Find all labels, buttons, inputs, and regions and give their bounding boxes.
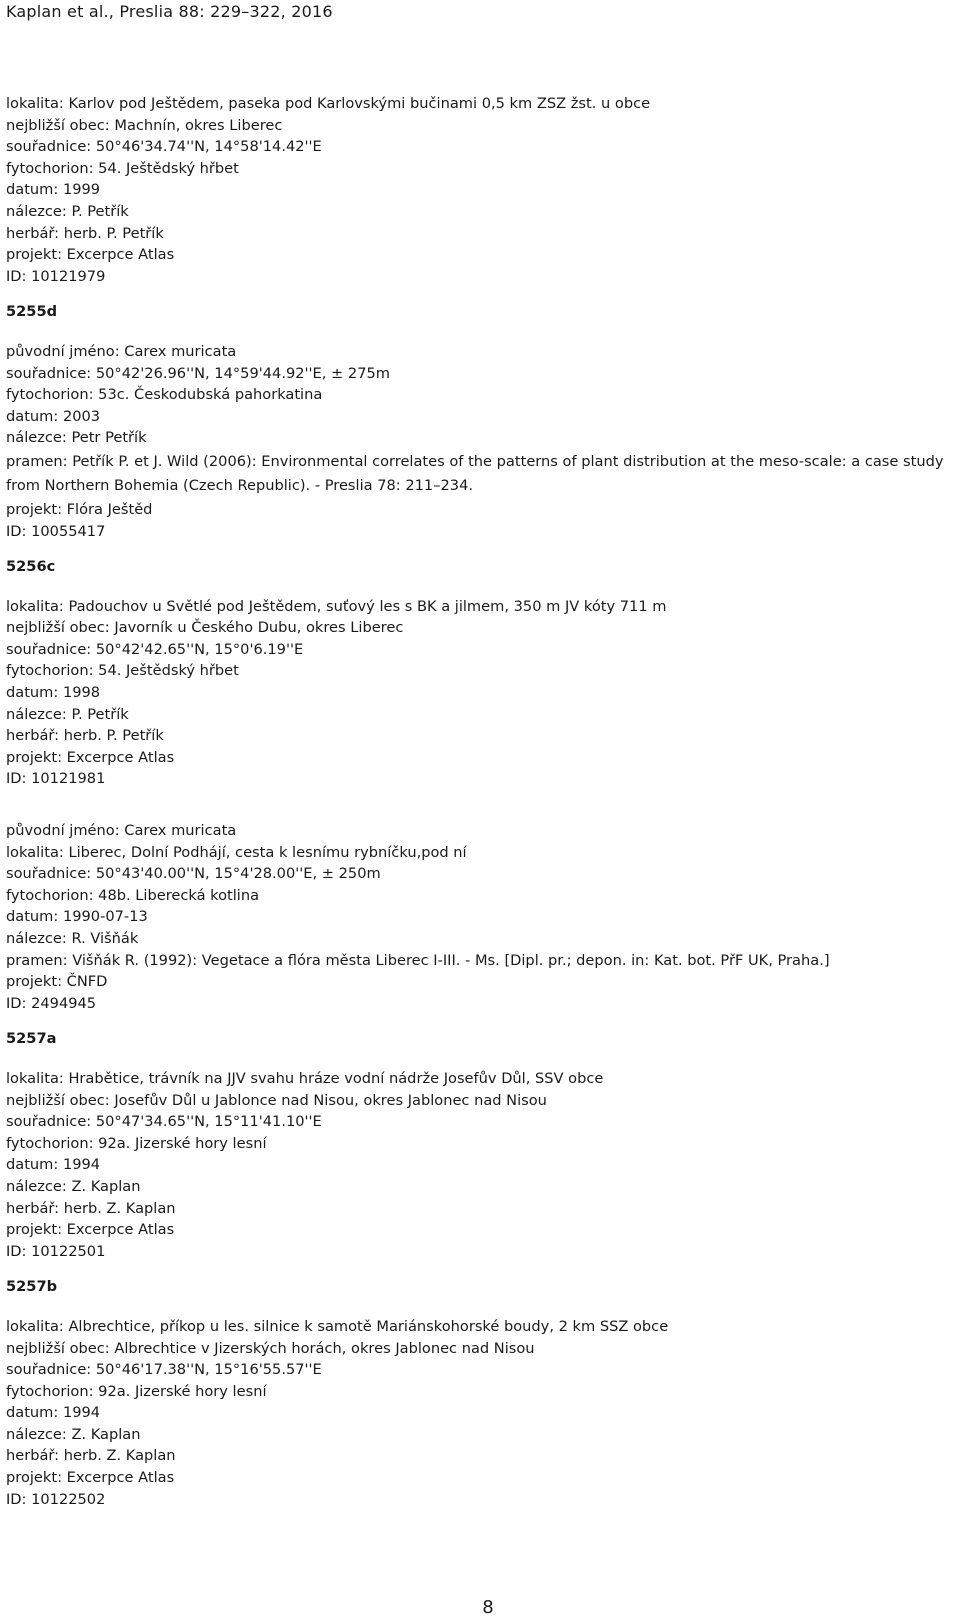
record-line: nálezce: P. Petřík <box>6 202 129 220</box>
page-number: 8 <box>482 1597 494 1618</box>
record-line: fytochorion: 92a. Jizerské hory lesní <box>6 1134 267 1152</box>
record-line: nálezce: R. Višňák <box>6 930 139 947</box>
record-line: pramen: Višňák R. (1992): Vegetace a flóra města Liberec I-III. - Ms. [Dipl. pr.; depon. in: Kat. bot. PřF UK, Praha.] <box>6 951 830 969</box>
record-line: původní jméno: Carex muricata <box>6 342 237 360</box>
record-block <box>6 1316 956 1510</box>
record-line: souřadnice: 50°42'26.96''N, 14°59'44.92''E, ± 275m <box>6 364 390 382</box>
record-line: herbář: herb. P. Petřík <box>6 224 164 242</box>
spacer <box>6 790 956 820</box>
record-line: projekt: Excerpce Atlas <box>6 748 175 766</box>
record-line: herbář: herb. P. Petřík <box>6 727 164 745</box>
section-heading: 5257b <box>6 1278 58 1296</box>
record-line: datum: 1990-07-13 <box>6 908 148 926</box>
record-line: původní jméno: Carex muricata <box>6 822 237 840</box>
record-line: projekt: ČNFD <box>6 973 108 991</box>
record-line: lokalita: Albrechtice, příkop u les. silnice k samotě Mariánskohorské boudy, 2 km SSZ obce <box>6 1317 669 1335</box>
record-line: nálezce: Z. Kaplan <box>6 1425 141 1443</box>
record-line: fytochorion: 53c. Českodubská pahorkatina <box>6 386 323 404</box>
record-line: datum: 1998 <box>6 684 101 702</box>
record-line: ID: 10121981 <box>6 770 106 788</box>
record-block <box>6 596 956 790</box>
record-line: herbář: herb. Z. Kaplan <box>6 1199 176 1217</box>
running-header: Kaplan et al., Preslia 88: 229–322, 2016 <box>6 2 333 21</box>
record-line: souřadnice: 50°43'40.00''N, 15°4'28.00''E, ± 250m <box>6 865 381 883</box>
record-line: ID: 10121979 <box>6 267 106 285</box>
record-line: projekt: Flóra Ještěd <box>6 500 153 518</box>
record-line: nejbližší obec: Javorník u Českého Dubu, okres Liberec <box>6 619 404 637</box>
record-line: projekt: Excerpce Atlas <box>6 1469 175 1487</box>
section-heading: 5257a <box>6 1030 57 1048</box>
source-citation: pramen: Petřík P. et J. Wild (2006): Environmental correlates of the patterns of plant distribution at the meso-scale: a case study from Northern Bohemia (Czech Republic). - Preslia 78: 211–234. <box>6 452 944 494</box>
record-line: nálezce: Z. Kaplan <box>6 1177 141 1195</box>
section-heading: 5256c <box>6 558 56 576</box>
record-line: nejbližší obec: Albrechtice v Jizerských horách, okres Jablonec nad Nisou <box>6 1339 535 1357</box>
record-line: projekt: Excerpce Atlas <box>6 1221 175 1239</box>
record-line: ID: 2494945 <box>6 994 97 1012</box>
record-line: fytochorion: 92a. Jizerské hory lesní <box>6 1382 267 1400</box>
record-line: datum: 1999 <box>6 181 101 199</box>
record-line: lokalita: Hrabětice, trávník na JJV svahu hráze vodní nádrže Josefův Důl, SSV obce <box>6 1069 604 1087</box>
record-line: ID: 10122502 <box>6 1490 106 1508</box>
record-line: fytochorion: 54. Ještědský hřbet <box>6 662 239 680</box>
record-line: lokalita: Liberec, Dolní Podhájí, cesta k lesnímu rybníčku,pod ní <box>6 843 467 861</box>
record-block <box>6 93 956 287</box>
record-line: datum: 2003 <box>6 407 101 425</box>
record-line: souřadnice: 50°42'42.65''N, 15°0'6.19''E <box>6 640 304 658</box>
record-block <box>6 341 956 542</box>
record-line: fytochorion: 48b. Liberecká kotlina <box>6 886 260 904</box>
record-line: herbář: herb. Z. Kaplan <box>6 1447 176 1465</box>
record-line: souřadnice: 50°46'17.38''N, 15°16'55.57''E <box>6 1361 322 1379</box>
record-line: datum: 1994 <box>6 1404 101 1422</box>
record-line: nálezce: P. Petřík <box>6 705 129 723</box>
record-line: lokalita: Padouchov u Světlé pod Ještědem, suťový les s BK a jilmem, 350 m JV kóty 711 m <box>6 597 667 615</box>
record-line: ID: 10122501 <box>6 1242 106 1260</box>
record-line: lokalita: Karlov pod Ještědem, paseka pod Karlovskými bučinami 0,5 km ZSZ žst. u obce <box>6 95 651 112</box>
record-line: nálezce: Petr Petřík <box>6 429 147 447</box>
record-line: ID: 10055417 <box>6 522 106 540</box>
record-line: souřadnice: 50°47'34.65''N, 15°11'41.10''E <box>6 1113 322 1131</box>
record-line: souřadnice: 50°46'34.74''N, 14°58'14.42''E <box>6 138 322 156</box>
record-line: nejbližší obec: Josefův Důl u Jablonce nad Nisou, okres Jablonec nad Nisou <box>6 1091 547 1109</box>
record-line: datum: 1994 <box>6 1156 101 1174</box>
record-block <box>6 820 956 1014</box>
section-heading: 5255d <box>6 303 58 321</box>
record-line: projekt: Excerpce Atlas <box>6 246 175 264</box>
record-line: nejbližší obec: Machnín, okres Liberec <box>6 116 283 134</box>
page-content <box>6 93 956 1510</box>
record-block <box>6 1068 956 1262</box>
record-line: fytochorion: 54. Ještědský hřbet <box>6 159 239 177</box>
